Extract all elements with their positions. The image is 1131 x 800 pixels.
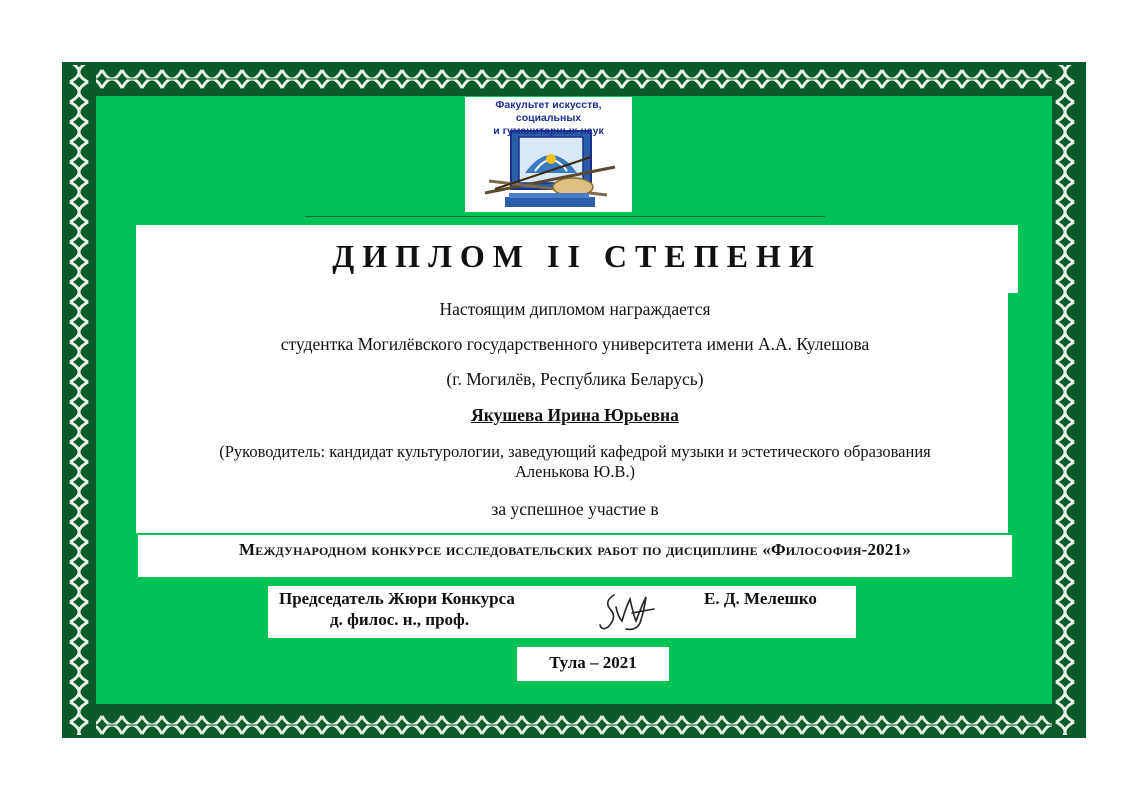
divider-line	[305, 216, 825, 217]
city-year: Тула – 2021	[549, 653, 637, 672]
logo-caption-line-2: и гуманитарных наук	[493, 125, 604, 137]
supervisor-line-2: Аленькова Ю.В.)	[515, 462, 635, 481]
supervisor-line-1: (Руководитель: кандидат культурологии, заведующий кафедрой музыки и эстетического образования	[219, 442, 931, 461]
student-line: студентка Могилёвского государственного университета имени А.А. Кулешова	[280, 334, 870, 354]
awarded-line: Настоящим дипломом награждается	[439, 299, 711, 319]
chairman-degree: д. филос. н., проф.	[330, 610, 470, 629]
location-line: (г. Могилёв, Республика Беларусь)	[446, 369, 704, 389]
diploma-title: ДИПЛОМ II СТЕПЕНИ	[332, 238, 822, 274]
logo-caption	[465, 99, 632, 138]
recipient-name: Якушева Ирина Юрьевна	[471, 405, 679, 425]
handwritten-signature-icon	[596, 587, 658, 635]
chairman-role: Председатель Жюри Конкурса	[279, 589, 515, 608]
participation-line: за успешное участие в	[491, 499, 659, 519]
faculty-logo	[465, 97, 632, 212]
contest-name: Международном конкурсе исследовательских работ по дисциплине «Философия-2021»	[239, 540, 911, 559]
chairman-name: Е. Д. Мелешко	[704, 589, 817, 608]
logo-caption-line-1: Факультет искусств, социальных	[495, 99, 602, 124]
